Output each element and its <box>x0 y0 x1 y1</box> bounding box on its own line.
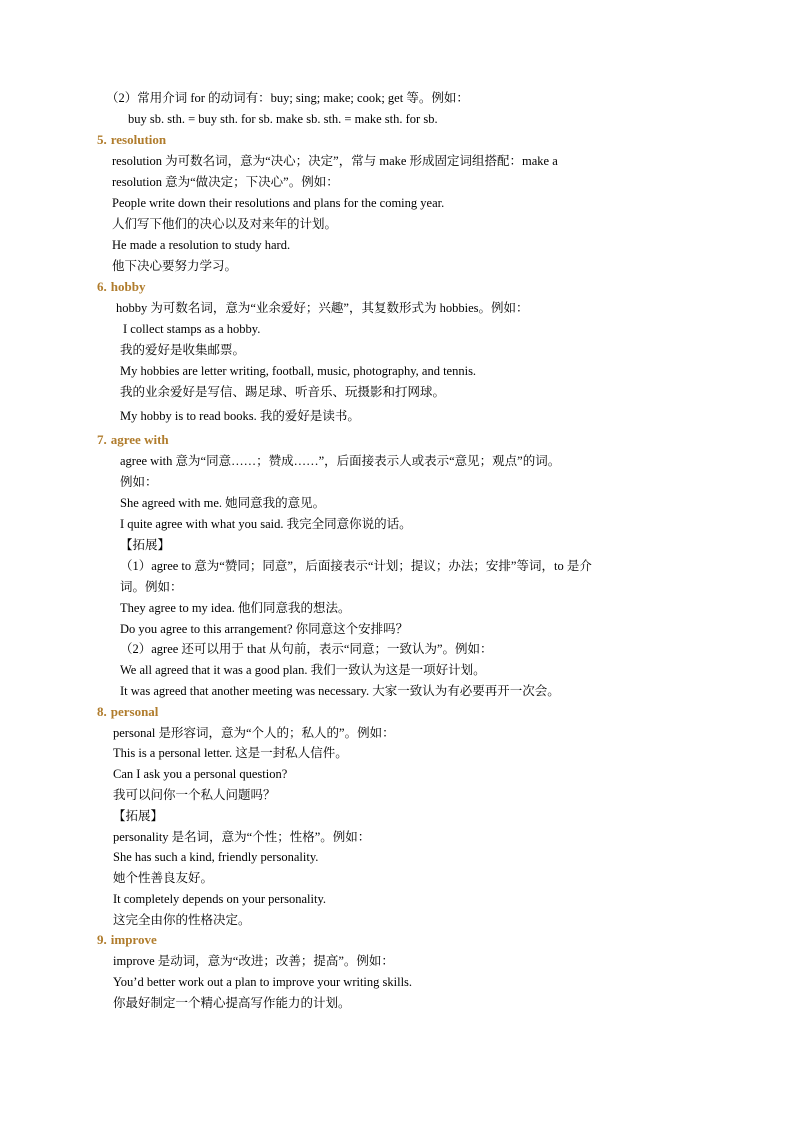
text-line: hobby 为可数名词，意为“业余爱好；兴趣”，其复数形式为 hobbies。例如： <box>116 301 529 315</box>
text-line: 【拓展】 <box>113 809 164 823</box>
section-number: 8. <box>97 704 107 719</box>
text-line: improve 是动词，意为“改进；改善；提高”。例如： <box>113 954 394 968</box>
text-line: She has such a kind, friendly personality. <box>113 850 319 864</box>
text-line: （1）agree to 意为“赞同；同意”，后面接表示“计划；提议；办法；安排”等词，to 是介 <box>120 559 592 573</box>
text-line: 她个性善良友好。 <box>113 871 214 885</box>
text-line: 【拓展】 <box>120 538 171 552</box>
text-line: 词。例如： <box>120 580 183 594</box>
section-number: 5. <box>97 132 107 147</box>
section-heading <box>97 432 169 448</box>
section-number: 9. <box>97 932 107 947</box>
text-line: agree with 意为“同意……；赞成……”，后面接表示人或表示“意见；观点”的词。 <box>120 454 561 468</box>
text-line: 人们写下他们的决心以及对来年的计划。 <box>112 217 338 231</box>
text-line: They agree to my idea. 他们同意我的想法。 <box>120 601 351 615</box>
text-line: personality 是名词，意为“个性；性格”。例如： <box>113 830 371 844</box>
text-line: He made a resolution to study hard. <box>112 238 291 252</box>
text-line: personal 是形容词，意为“个人的；私人的”。例如： <box>113 726 395 740</box>
text-line: （2）常用介词 for 的动词有：buy; sing; make; cook; get 等。例如： <box>106 91 469 105</box>
section-title: personal <box>110 704 159 719</box>
text-line: This is a personal letter. 这是一封私人信件。 <box>113 746 348 760</box>
text-line: 我的爱好是收集邮票。 <box>120 343 246 357</box>
text-line: buy sb. sth. = buy sth. for sb. make sb. sth. = make sth. for sb. <box>128 112 438 126</box>
section-heading <box>97 704 158 720</box>
text-line: We all agreed that it was a good plan. 我们一致认为这是一项好计划。 <box>120 663 486 677</box>
section-heading <box>97 932 157 948</box>
text-line: People write down their resolutions and plans for the coming year. <box>112 196 445 210</box>
text-line: 他下决心要努力学习。 <box>112 259 238 273</box>
text-line: Do you agree to this arrangement? 你同意这个安排吗？ <box>120 622 409 636</box>
section-heading <box>97 132 166 148</box>
section-title: hobby <box>110 279 146 294</box>
text-line: I quite agree with what you said. 我完全同意你说的话。 <box>120 517 412 531</box>
text-line: 你最好制定一个精心提高写作能力的计划。 <box>113 996 351 1010</box>
text-line: You’d better work out a plan to improve your writing skills. <box>113 975 413 989</box>
section-heading <box>97 279 145 295</box>
text-line: 我可以问你一个私人问题吗？ <box>113 788 276 802</box>
section-number: 7. <box>97 432 107 447</box>
section-number: 6. <box>97 279 107 294</box>
text-line: It was agreed that another meeting was necessary. 大家一致认为有必要再开一次会。 <box>120 684 560 698</box>
text-line: 这完全由你的性格决定。 <box>113 913 251 927</box>
text-line: She agreed with me. 她同意我的意见。 <box>120 496 326 510</box>
text-line: resolution 为可数名词，意为“决心；决定”，常与 make 形成固定词组搭配：make a <box>112 154 558 168</box>
text-line: （2）agree 还可以用于 that 从句前，表示“同意；一致认为”。例如： <box>120 642 493 656</box>
section-title: resolution <box>110 132 167 147</box>
text-line: 例如： <box>120 475 158 489</box>
text-line: Can I ask you a personal question? <box>113 767 288 781</box>
text-line: I collect stamps as a hobby. <box>123 322 261 336</box>
section-title: agree with <box>110 432 169 447</box>
text-line: resolution 意为“做决定；下决心”。例如： <box>112 175 339 189</box>
text-line: My hobbies are letter writing, football, music, photography, and tennis. <box>120 364 477 378</box>
text-line: It completely depends on your personality. <box>113 892 327 906</box>
text-line: My hobby is to read books. 我的爱好是读书。 <box>120 409 360 423</box>
section-title: improve <box>110 932 157 947</box>
text-line: 我的业余爱好是写信、踢足球、听音乐、玩摄影和打网球。 <box>120 385 446 399</box>
